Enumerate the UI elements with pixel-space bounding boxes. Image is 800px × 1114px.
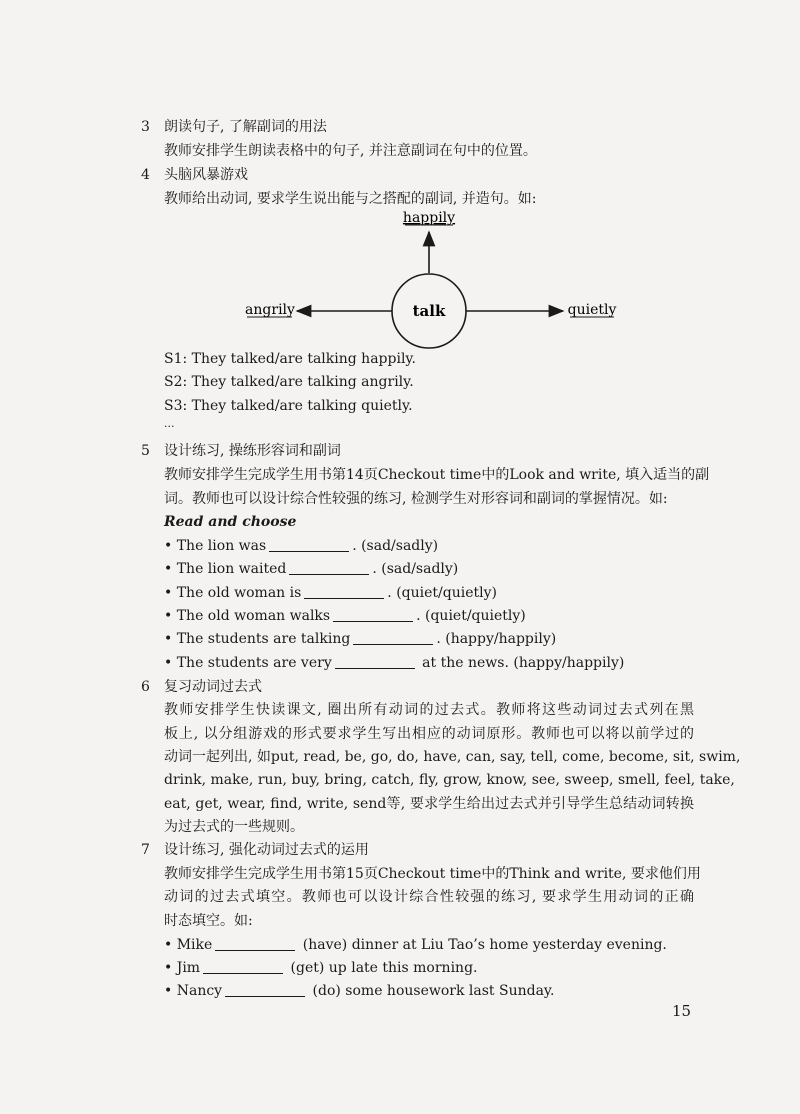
- exercise-item-hint: . (quiet/quietly): [387, 585, 497, 601]
- item-title: 设计练习, 强化动词过去式的运用: [164, 842, 369, 858]
- item-title: 复习动词过去式: [164, 679, 262, 695]
- item-number: 3: [141, 119, 150, 135]
- exercise-item: [164, 981, 554, 1001]
- exercise-item: [164, 629, 556, 649]
- exercise-item-text: The lion waited: [176, 561, 287, 577]
- exercise-item-text: Jim: [176, 960, 201, 976]
- item-body-line: 教师安排学生朗读表格中的句子, 并注意副词在句中的位置。: [164, 143, 537, 159]
- adverb-right: quietly: [567, 302, 617, 318]
- exercise-item-hint: . (quiet/quietly): [416, 608, 526, 624]
- exercise-item-text: The old woman is: [176, 585, 302, 601]
- item-number: 6: [141, 679, 150, 695]
- item-body-line: 板上, 以分组游戏的形式要求学生写出相应的动词原形。教师也可以将以前学过的: [164, 726, 694, 742]
- example-sentence: S3: They talked/are talking quietly.: [164, 398, 413, 414]
- adverb-top: happily: [402, 210, 456, 226]
- exercise-item-hint: at the news. (happy/happily): [417, 655, 625, 671]
- answer-blank[interactable]: [203, 959, 283, 974]
- answer-blank[interactable]: [353, 630, 433, 645]
- bullet-icon: •: [164, 960, 173, 976]
- exercise-item: [164, 958, 477, 978]
- exercise-item-hint: . (sad/sadly): [352, 538, 439, 554]
- bullet-icon: •: [164, 608, 173, 624]
- exercise-item-text: The old woman walks: [176, 608, 331, 624]
- adverb-left: angrily: [245, 302, 295, 318]
- exercise-item-hint: (do) some housework last Sunday.: [308, 983, 555, 999]
- example-sentence: S1: They talked/are talking happily.: [164, 351, 416, 367]
- answer-blank[interactable]: [335, 654, 415, 669]
- answer-blank[interactable]: [215, 936, 295, 951]
- example-sentence: S2: They talked/are talking angrily.: [164, 374, 414, 390]
- item-body-line: 教师安排学生快读课文, 圈出所有动词的过去式。教师将这些动词过去式列在黑: [164, 702, 694, 718]
- item-body-line: 为过去式的一些规则。: [164, 819, 304, 835]
- item-title: 朗读句子, 了解副词的用法: [164, 119, 327, 135]
- answer-blank[interactable]: [225, 982, 305, 997]
- bullet-icon: •: [164, 655, 173, 671]
- bullet-icon: •: [164, 983, 173, 999]
- exercise-item-hint: . (happy/happily): [436, 631, 557, 647]
- exercise-item-hint: . (sad/sadly): [372, 561, 459, 577]
- bullet-icon: •: [164, 937, 173, 953]
- bullet-icon: •: [164, 538, 173, 554]
- exercise-item-hint: (get) up late this morning.: [286, 960, 478, 976]
- answer-blank[interactable]: [289, 560, 369, 575]
- exercise-item-text: The students are talking: [176, 631, 351, 647]
- exercise-item: [164, 653, 624, 673]
- exercise-item-text: Mike: [176, 937, 213, 953]
- exercise-item-text: The students are very: [176, 655, 332, 671]
- exercise-item: [164, 583, 497, 603]
- bullet-icon: •: [164, 585, 173, 601]
- exercise-item: [164, 536, 438, 556]
- item-body-line: 动词一起列出, 如put, read, be, go, do, have, can, say, tell, come, become, sit, swim,: [164, 749, 741, 765]
- exercise-item-text: The lion was: [176, 538, 267, 554]
- exercise-title: Read and choose: [164, 514, 297, 530]
- item-body-line: 教师给出动词, 要求学生说出能与之搭配的副词, 并造句。如:: [164, 191, 537, 207]
- bullet-icon: •: [164, 631, 173, 647]
- answer-blank[interactable]: [269, 537, 349, 552]
- center-verb: talk: [412, 302, 446, 320]
- item-body-line: eat, get, wear, find, write, send等, 要求学生给出过去式并引导学生总结动词转换: [164, 796, 694, 812]
- exercise-item: [164, 559, 458, 579]
- item-title: 设计练习, 操练形容词和副词: [164, 443, 341, 459]
- page-number: 15: [672, 1002, 692, 1020]
- item-number: 4: [141, 167, 150, 183]
- exercise-item-text: Nancy: [176, 983, 223, 999]
- item-title: 头脑风暴游戏: [164, 167, 248, 183]
- item-body-line: 词。教师也可以设计综合性较强的练习, 检测学生对形容词和副词的掌握情况。如:: [164, 491, 668, 507]
- item-body-line: 教师安排学生完成学生用书第14页Checkout time中的Look and write, 填入适当的副: [164, 467, 710, 483]
- answer-blank[interactable]: [304, 584, 384, 599]
- item-body-line: drink, make, run, buy, bring, catch, fly, grow, know, see, sweep, smell, feel, take,: [164, 772, 735, 788]
- item-number: 7: [141, 842, 150, 858]
- answer-blank[interactable]: [333, 607, 413, 622]
- bullet-icon: •: [164, 561, 173, 577]
- exercise-item: [164, 606, 526, 626]
- exercise-item-hint: (have) dinner at Liu Tao’s home yesterday evening.: [298, 937, 667, 953]
- item-body-line: 教师安排学生完成学生用书第15页Checkout time中的Think and write, 要求他们用: [164, 866, 701, 882]
- exercise-item: [164, 935, 667, 955]
- item-number: 5: [141, 443, 150, 459]
- item-body-line: 动词的过去式填空。教师也可以设计综合性较强的练习, 要求学生用动词的正确: [164, 889, 694, 905]
- ellipsis: ...: [164, 417, 175, 430]
- item-body-line: 时态填空。如:: [164, 913, 253, 929]
